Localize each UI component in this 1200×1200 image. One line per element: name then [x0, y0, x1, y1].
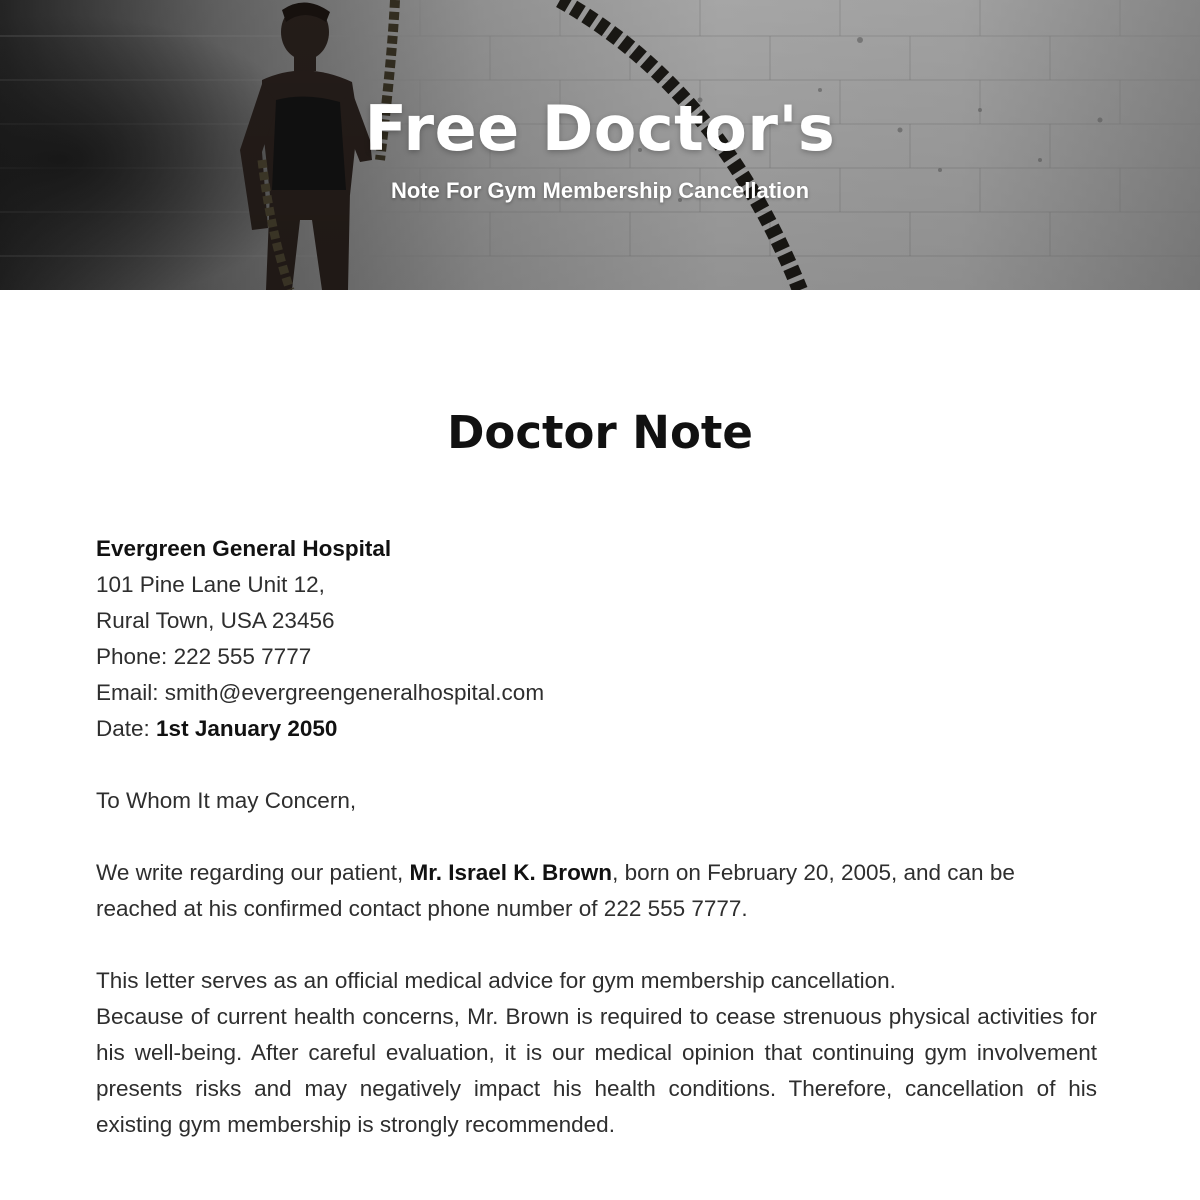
- banner-subtitle: Note For Gym Membership Cancellation: [390, 178, 810, 203]
- address-line-1: 101 Pine Lane Unit 12,: [96, 572, 325, 597]
- date-line: [96, 711, 1097, 747]
- date-value: 1st January 2050: [156, 716, 338, 741]
- advice-paragraph-line-1: This letter serves as an official medical advice for gym membership cancellation.: [96, 968, 896, 993]
- advice-paragraph: Because of current health concerns, Mr. Brown is required to cease strenuous physical activities for his well-being. After careful evaluation, it is our medical opinion that continuing gym involvement presents risks and may negatively impact his health conditions. Therefore, cancellation of his existing gym membership is strongly recommended.: [96, 1004, 1097, 1137]
- patient-paragraph-details: , born on February 20, 2005, and can be reached at his confirmed contact phone number of 222 555 7777.: [96, 860, 1015, 921]
- patient-paragraph: [96, 855, 1097, 927]
- patient-paragraph-intro: We write regarding our patient,: [96, 860, 410, 885]
- document-heading: Doctor Note: [447, 406, 753, 459]
- phone-line: [96, 639, 1097, 675]
- sender-block: [96, 531, 1097, 747]
- spacer: [96, 819, 1097, 855]
- hospital-name: Evergreen General Hospital: [96, 536, 392, 561]
- email-label: Email:: [96, 680, 159, 705]
- email-value: smith@evergreengeneralhospital.com: [164, 680, 545, 705]
- banner-title: Free Doctor's: [364, 92, 836, 165]
- phone-label: Phone:: [96, 644, 168, 669]
- date-label: Date:: [96, 716, 150, 741]
- document-body: [96, 531, 1097, 1143]
- patient-name: Mr. Israel K. Brown: [409, 860, 613, 885]
- address-line-2: Rural Town, USA 23456: [96, 608, 335, 633]
- header-banner: [0, 0, 1200, 290]
- spacer: [96, 927, 1097, 963]
- salutation: To Whom It may Concern,: [96, 788, 357, 813]
- email-line: [96, 675, 1097, 711]
- phone-value: 222 555 7777: [173, 644, 312, 669]
- spacer: [96, 747, 1097, 783]
